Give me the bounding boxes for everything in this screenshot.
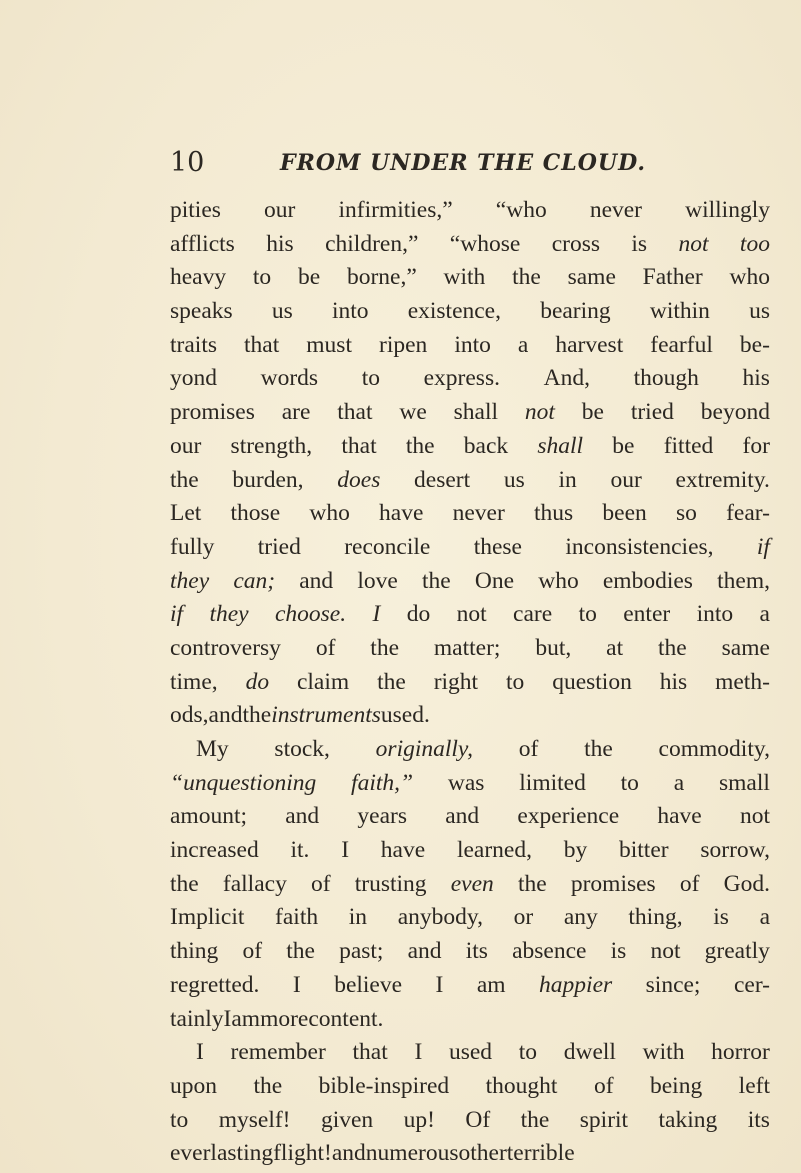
text-line: yond words to express. And, though his: [170, 365, 770, 392]
text-line: they can; and love the One who embodies them,: [170, 567, 770, 594]
text-line: time, do claim the right to question his meth-: [170, 668, 770, 695]
text-line: “unquestioning faith,” was limited to a small: [170, 769, 770, 796]
text-line: ods, and the instruments used.: [170, 702, 430, 729]
running-head: [170, 146, 770, 180]
text-line: I remember that I used to dwell with horror: [196, 1039, 770, 1066]
text-line: promises are that we shall not be tried beyond: [170, 399, 770, 426]
text-line: traits that must ripen into a harvest fearful be-: [170, 331, 770, 358]
text-line: the burden, does desert us in our extremity.: [170, 466, 770, 493]
text-line: upon the bible-inspired thought of being left: [170, 1072, 770, 1099]
text-line: to myself! given up! Of the spirit taking its: [170, 1106, 770, 1133]
text-line: everlasting flight! and numerous other terrible: [170, 1140, 575, 1167]
text-line: heavy to be borne,” with the same Father who: [170, 264, 770, 291]
page-number: 10: [170, 147, 205, 178]
text-line: regretted. I believe I am happier since; cer-: [170, 971, 770, 998]
text-line: thing of the past; and its absence is not greatly: [170, 938, 770, 965]
text-line: tainly I am more content.: [170, 1005, 384, 1032]
text-line: controversy of the matter; but, at the same: [170, 634, 770, 661]
text-line: our strength, that the back shall be fitted for: [170, 432, 770, 459]
text-line: Let those who have never thus been so fear-: [170, 500, 770, 527]
text-line: afflicts his children,” “whose cross is not too: [170, 230, 770, 257]
text-line: if they choose. I do not care to enter into a: [170, 601, 770, 628]
text-line: increased it. I have learned, by bitter sorrow,: [170, 837, 770, 864]
text-line: My stock, originally, of the commodity,: [196, 736, 770, 762]
running-title: FROM UNDER THE CLOUD.: [280, 150, 647, 176]
text-line: fully tried reconcile these inconsistencies, if: [170, 533, 770, 560]
text-line: the fallacy of trusting even the promises of God.: [170, 870, 770, 897]
body-text: [170, 194, 770, 1171]
text-line: speaks us into existence, bearing within us: [170, 298, 770, 325]
text-line: pities our infirmities,” “who never willingly: [170, 197, 770, 223]
text-line: amount; and years and experience have not: [170, 803, 770, 830]
text-line: Implicit faith in anybody, or any thing, is a: [170, 904, 770, 931]
